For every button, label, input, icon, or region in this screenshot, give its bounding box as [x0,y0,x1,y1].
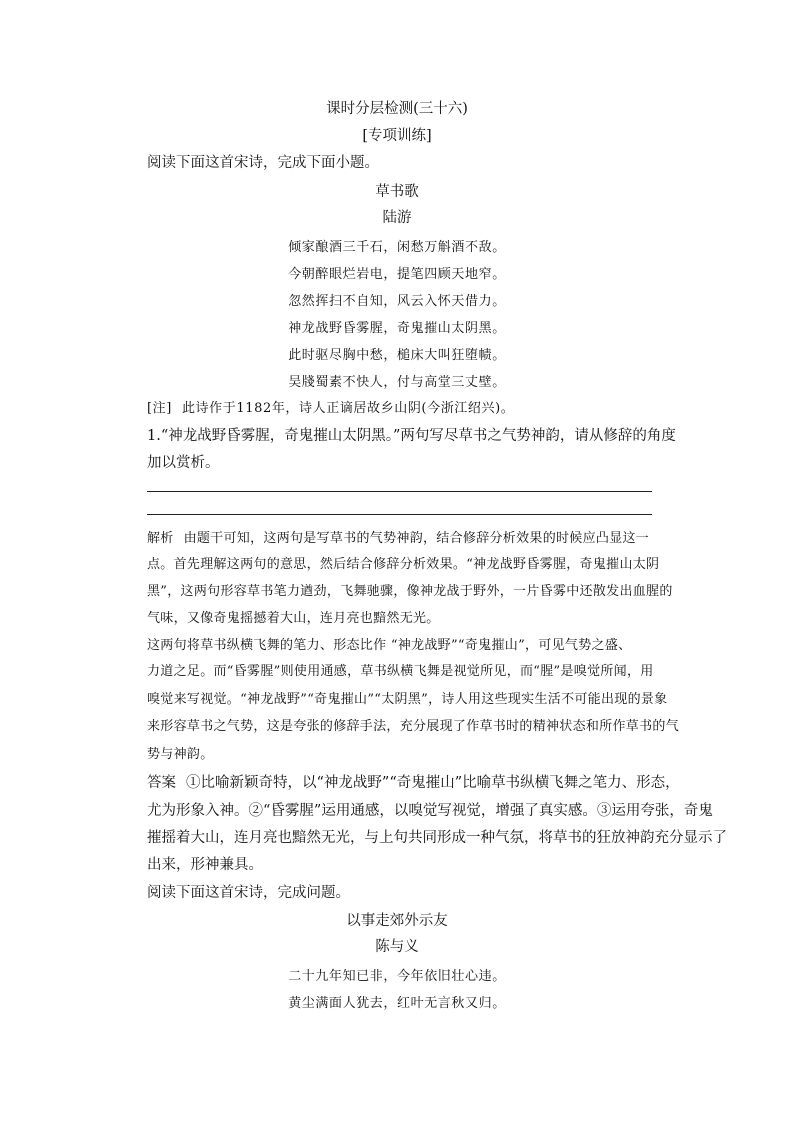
answer-text-line: 摧摇着大山，连月亮也黯然无光，与上句共同形成一种气氛，将草书的狂放神韵充分显示了 [147,830,727,846]
note-text: 此诗作于1182年，诗人正谪居故乡山阴(今浙江绍兴)。 [181,401,515,416]
poem-2-line: 二十九年知已非，今年依旧壮心违。 [288,969,506,984]
analysis-line: 解析 由题干可知，这两句是写草书的气势神韵，结合修辞分析效果的时候应凸显这一 [147,527,649,546]
answer-text-line: 尤为形象入神。②“昏雾腥”运用通感，以嗅觉写视觉，增强了真实感。③运用夸张，奇鬼 [147,803,713,819]
poem-2-title: 以事走郊外示友 [346,913,448,929]
analysis-line: 力道之足。而“昏雾腥”则使用通感，草书纵横飞舞是视觉所见，而“腥”是嗅觉所闻，用 [147,664,654,679]
poem-1-title: 草书歌 [375,184,419,200]
analysis-line: 嗅觉来写视觉。“神龙战野”“奇鬼摧山”“太阴黑”，诗人用这些现实生活不可能出现的景象 [147,692,668,707]
poem-1-line: 倾家酿酒三千石，闲愁万斛酒不敌。 [288,240,506,255]
poem-1-author: 陆游 [382,210,412,226]
answer-label: 答案 [147,775,176,791]
poem-2-author: 陈与义 [375,939,419,955]
analysis-line: 点。首先理解这两句的意思，然后结合修辞分析效果。“神龙战野昏雾腥，奇鬼摧山太阴 [147,557,660,572]
poem-2-line: 黄尘满面人犹去，红叶无言秋又归。 [288,996,506,1011]
analysis-line: 黑”，这两句形容草书笔力遒劲，飞舞驰骤，像神龙战于野外，一片昏雾中还散发出血腥的 [147,584,673,599]
poem-1-line: 神龙战野昏雾腥，奇鬼摧山太阴黑。 [288,321,506,336]
instruction-1: 阅读下面这首宋诗，完成下面小题。 [147,155,379,171]
note-label: [注] [147,401,172,416]
poem-1-note [147,397,514,416]
poem-1-line: 今朝醉眼烂岩电，提笔四顾天地窄。 [288,267,506,282]
poem-1-line: 忽然挥扫不自知，风云入怀天借力。 [288,294,506,309]
analysis-line: 势与神韵。 [147,747,214,762]
analysis-line: 来形容草书之气势，这是夸张的修辞手法，充分展现了作草书时的精神状态和所作草书的气 [147,719,680,734]
page-title: 课时分层检测(三十六) [326,101,468,117]
question-1-line: 1.“神龙战野昏雾腥，奇鬼摧山太阴黑。”两句写尽草书之气势神韵，请从修辞的角度 [147,428,676,444]
analysis-label: 解析 [147,531,174,546]
answer-line [147,514,652,515]
answer-line [147,491,652,492]
answer-text-line: 出来，形神兼具。 [147,857,263,873]
instruction-2: 阅读下面这首宋诗，完成问题。 [147,885,350,901]
analysis-line: 气味，又像奇鬼摇撼着大山，连月亮也黯然无光。 [147,611,440,626]
answer-text-line: 答案 ①比喻新颖奇特，以“神龙战野”“奇鬼摧山”比喻草书纵横飞舞之笔力、形态， [147,771,680,792]
poem-1-line: 此时驱尽胸中愁，槌床大叫狂堕帻。 [288,348,506,363]
poem-1-line: 吴牋蜀素不快人，付与高堂三丈壁。 [288,375,506,390]
analysis-line: 这两句将草书纵横飞舞的笔力、形态比作 “神龙战野”“奇鬼摧山”，可见气势之盛、 [147,638,632,653]
question-1-line: 加以赏析。 [147,455,220,471]
page-subtitle: [专项训练] [362,128,432,144]
